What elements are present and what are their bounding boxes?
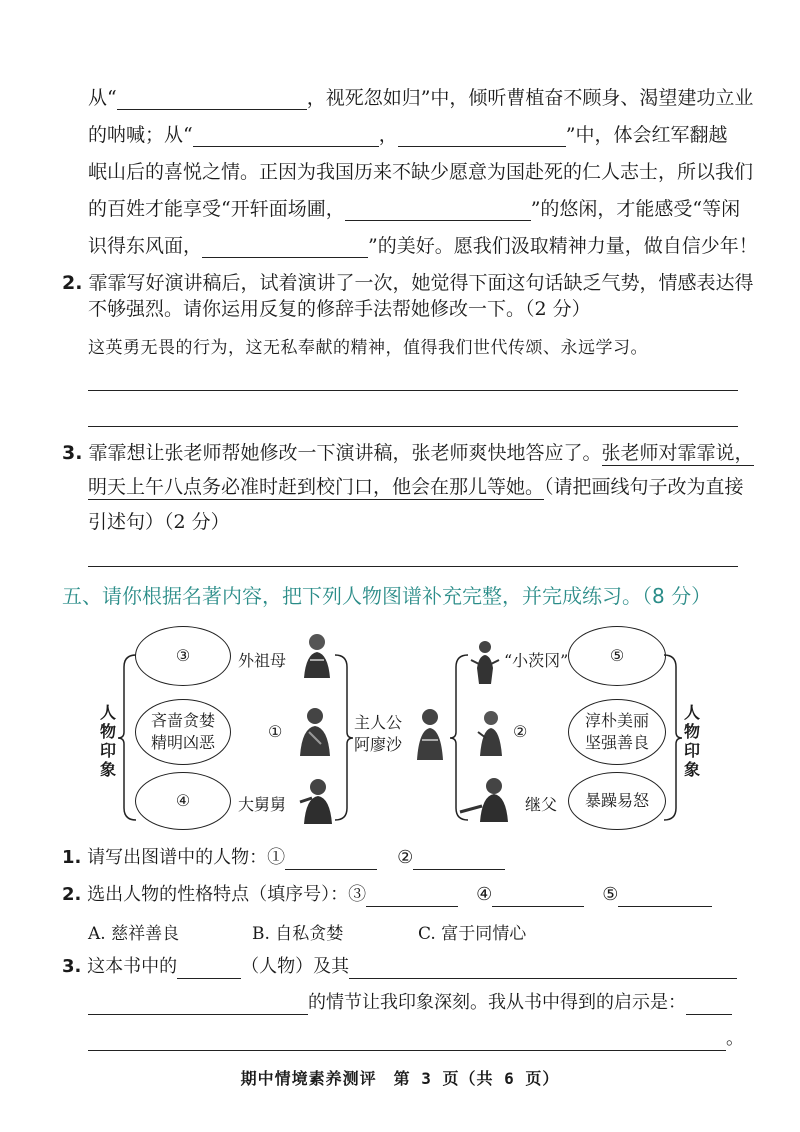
label-little-gypsy: “小茨冈” xyxy=(504,651,569,670)
option-a: A. 慈祥善良 xyxy=(88,924,180,944)
q3-line-3: 引述句）（2 分） xyxy=(88,511,230,533)
ex-q2-blank-4[interactable] xyxy=(492,886,584,907)
ex-q3-blank-character[interactable] xyxy=(177,958,241,979)
oval-3: ③ xyxy=(135,626,231,686)
oval-5: ⑤ xyxy=(568,626,666,686)
left-impression-label: 人物印象 xyxy=(99,703,116,779)
label-character-2: ② xyxy=(513,722,528,741)
ex-q3-blank-plot-1[interactable] xyxy=(349,958,737,979)
oval-4: ④ xyxy=(135,772,231,830)
para-line-5: 识得东风面， ”的美好。愿我们汲取精神力量，做自信少年！ xyxy=(88,235,758,257)
ex-q3-blank-plot-2[interactable] xyxy=(88,994,308,1015)
ex-q3-line-2: 的情节让我印象深刻。我从书中得到的启示是： xyxy=(88,991,732,1015)
protagonist-figure-icon xyxy=(410,706,450,762)
q2-line-2: 不够强烈。请你运用反复的修辞手法帮她修改一下。（2 分） xyxy=(88,298,591,320)
para-line-4: 的百姓才能享受“开轩面场圃， ”的悠闲，才能感受“等闲 xyxy=(88,198,741,220)
ex-q3-blank-insight-2[interactable] xyxy=(88,1030,726,1051)
grandfather-figure-icon xyxy=(294,704,336,758)
uncle-figure-icon xyxy=(294,776,338,826)
ex-q1-blank-2[interactable] xyxy=(413,849,505,870)
q3-line-1: 3. 霏霏想让张老师帮她修改一下演讲稿，张老师爽快地答应了。张老师对霏霏说， xyxy=(62,442,754,464)
para-line-2: 的呐喊；从“ ， ”中，体会红军翻越 xyxy=(88,124,728,146)
nanny-figure-icon xyxy=(472,708,510,758)
stepfather-figure-icon xyxy=(458,776,518,824)
label-eldest-uncle: 大舅舅 xyxy=(238,795,287,814)
option-c: C. 富于同情心 xyxy=(418,924,527,944)
option-b: B. 自私贪婪 xyxy=(252,924,344,944)
ex-q2: 2. 选出人物的性格特点（填序号）：③ ④ ⑤ xyxy=(62,883,712,907)
q3-underlined-2: 明天上午八点务必准时赶到校门口，他会在那儿等她。 xyxy=(88,476,545,498)
q2-line-1: 2. 霏霏写好演讲稿后，试着演讲了一次，她觉得下面这句话缺乏气势，情感表达得 xyxy=(62,272,754,294)
para-line-1: 从“ ，视死忽如归”中，倾听曹植奋不顾身、渴望建功立业 xyxy=(88,87,754,109)
q3-underlined-1: 张老师对霏霏说， xyxy=(601,442,754,464)
gypsy-figure-icon xyxy=(467,638,503,686)
ex-q3-line-1: 3. 这本书中的 （人物）及其 xyxy=(62,955,737,979)
page-footer: 期中情境素养测评 第 3 页（共 6 页） xyxy=(240,1069,560,1088)
ex-q3-line-3: 。 xyxy=(88,1027,744,1051)
oval-simple-beautiful: 淳朴美丽 坚强善良 xyxy=(568,699,666,765)
q2-example-sentence: 这英勇无畏的行为，这无私奉献的精神，值得我们世代传颂、永远学习。 xyxy=(88,338,648,358)
ex-q3-blank-insight-1[interactable] xyxy=(686,994,732,1015)
protagonist-label: 主人公 阿廖沙 xyxy=(354,713,403,754)
ex-q1: 1. 请写出图谱中的人物：① ② xyxy=(62,846,505,870)
label-grandmother: 外祖母 xyxy=(238,651,287,670)
grandmother-figure-icon xyxy=(296,630,338,680)
para-line-3: 岷山后的喜悦之情。正因为我国历来不缺少愿意为国赴死的仁人志士，所以我们 xyxy=(88,161,754,183)
oval-irritable: 暴躁易怒 xyxy=(568,772,666,830)
ex-q1-blank-1[interactable] xyxy=(285,849,377,870)
right-impression-label: 人物印象 xyxy=(683,703,700,779)
ex-q2-blank-3[interactable] xyxy=(366,886,458,907)
q3-line-2: 明天上午八点务必准时赶到校门口，他会在那儿等她。（请把画线句子改为直接 xyxy=(88,476,744,498)
label-stepfather: 继父 xyxy=(525,795,558,814)
section-5-title: 五、请你根据名著内容，把下列人物图谱补充完整，并完成练习。（8 分） xyxy=(62,584,712,608)
label-character-1: ① xyxy=(268,722,283,741)
ex-q2-blank-5[interactable] xyxy=(618,886,712,907)
oval-stingy-greedy: 吝啬贪婪 精明凶恶 xyxy=(135,699,231,765)
